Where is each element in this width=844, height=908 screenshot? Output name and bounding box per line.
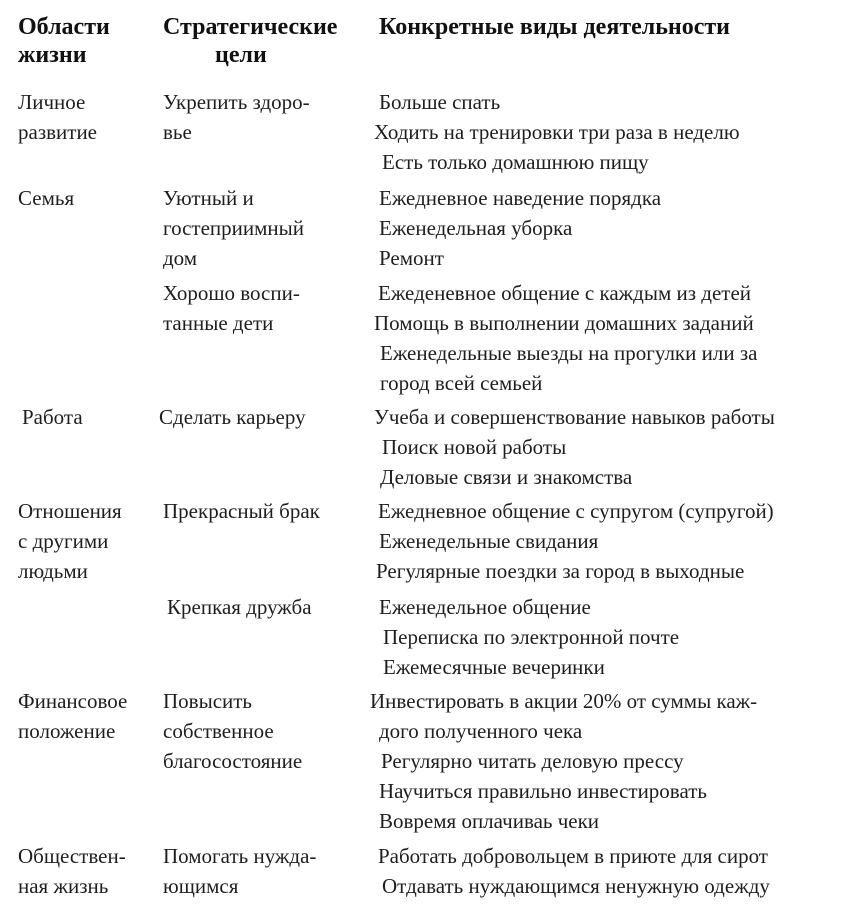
- activity-item: город всей семьей: [380, 371, 543, 395]
- activity-item: Еженедельные выезды на прогулки или за: [380, 341, 758, 365]
- header-activities-text: Конкретные виды деятельности: [379, 14, 731, 40]
- row-activities: [376, 841, 770, 901]
- activity-item: Ежемесячные вечеринки: [383, 655, 605, 679]
- goal-line: Сделать карьеру: [159, 405, 306, 429]
- activity-item: Вовремя оплачиваь чеки: [379, 809, 600, 833]
- activity-item: Еженедельная уборка: [379, 216, 573, 240]
- goal-line: Повысить: [163, 689, 253, 713]
- activity-item: Ежедневное общение с супругом (супругой): [378, 499, 774, 523]
- goal-line: Уютный и: [163, 186, 254, 210]
- activity-item: дого полученного чека: [379, 719, 583, 743]
- row-area: [18, 496, 122, 586]
- activity-item: Еженедельные свидания: [379, 529, 599, 553]
- activity-item: Деловые связи и знакомства: [380, 465, 633, 489]
- row-area: [22, 402, 83, 432]
- area-line: ная жизнь: [18, 874, 109, 898]
- row-goal: [163, 841, 316, 901]
- activity-item: Регулярно читать деловую прессу: [381, 749, 684, 773]
- goal-line: гостеприимный: [163, 216, 305, 240]
- activity-item: Инвестировать в акции 20% от суммы каж-: [370, 689, 758, 713]
- row-area: [18, 841, 126, 901]
- row-area: [18, 87, 97, 147]
- activity-item: Ежедневное наведение порядка: [379, 186, 662, 210]
- activity-item: Есть только домашнюю пищу: [382, 150, 649, 174]
- goal-line: Укрепить здоро-: [163, 90, 310, 114]
- row-goal: [159, 402, 306, 432]
- row-goal: [163, 686, 302, 776]
- row-goal: [163, 278, 300, 338]
- goal-line: Крепкая дружба: [167, 595, 312, 619]
- area-line: Обществен-: [18, 844, 126, 868]
- area-line: с другими: [18, 529, 109, 553]
- area-line: Семья: [18, 186, 75, 210]
- activity-item: Учеба и совершенствование навыков работы: [374, 405, 775, 429]
- header-areas: [18, 13, 110, 69]
- goal-line: Прекрасный брак: [163, 499, 320, 523]
- activity-item: Ежеденевное общение с каждым из детей: [378, 281, 752, 305]
- goal-line: дом: [163, 246, 198, 270]
- area-line: Работа: [22, 405, 83, 429]
- activity-item: Помощь в выполнении домашних заданий: [374, 311, 754, 335]
- goal-line: ющимся: [163, 874, 239, 898]
- header-areas-line1: Области: [18, 14, 110, 40]
- area-line: людьми: [18, 559, 88, 583]
- row-activities: [376, 496, 774, 586]
- row-area: [18, 686, 127, 746]
- activity-item: Ремонт: [379, 246, 444, 270]
- row-activities: [374, 278, 757, 398]
- activity-item: Регулярные поездки за город в выходные: [376, 559, 745, 583]
- area-line: Финансовое: [18, 689, 128, 713]
- goal-line: вье: [163, 120, 192, 144]
- goal-line: Помогать нужда-: [163, 844, 317, 868]
- area-line: развитие: [18, 120, 98, 144]
- row-activities: [379, 183, 661, 273]
- header-goals: [163, 13, 375, 69]
- header-goals-line2: цели: [215, 42, 267, 68]
- header-areas-line2: жизни: [18, 42, 87, 68]
- row-goal: [167, 592, 312, 622]
- header-goals-line1: Стратегические: [163, 14, 338, 40]
- activity-item: Работать добровольцем в приюте для сирот: [378, 844, 768, 868]
- row-activities: [379, 592, 679, 682]
- row-activities: [370, 686, 757, 836]
- row-area: [18, 183, 74, 213]
- row-goal: [163, 496, 320, 526]
- area-line: положение: [18, 719, 116, 743]
- activity-item: Переписка по электронной почте: [383, 625, 680, 649]
- row-goal: [163, 183, 304, 273]
- activity-item: Поиск новой работы: [382, 435, 567, 459]
- header-activities: [379, 13, 730, 41]
- activity-item: Ходить на тренировки три раза в неделю: [374, 120, 740, 144]
- activity-item: Научиться правильно инвестировать: [379, 779, 707, 803]
- goal-line: танные дети: [163, 311, 274, 335]
- row-goal: [163, 87, 310, 147]
- goal-line: собственное: [163, 719, 274, 743]
- area-line: Личное: [18, 90, 86, 114]
- activity-item: Отдавать нуждающимся ненужную одежду: [382, 874, 770, 898]
- goal-line: Хорошо воспи-: [163, 281, 300, 305]
- row-activities: [374, 402, 775, 492]
- activity-item: Еженедельное общение: [379, 595, 591, 619]
- activity-item: Больше спать: [379, 90, 501, 114]
- row-activities: [374, 87, 740, 177]
- area-line: Отношения: [18, 499, 122, 523]
- goal-line: благосостояние: [163, 749, 303, 773]
